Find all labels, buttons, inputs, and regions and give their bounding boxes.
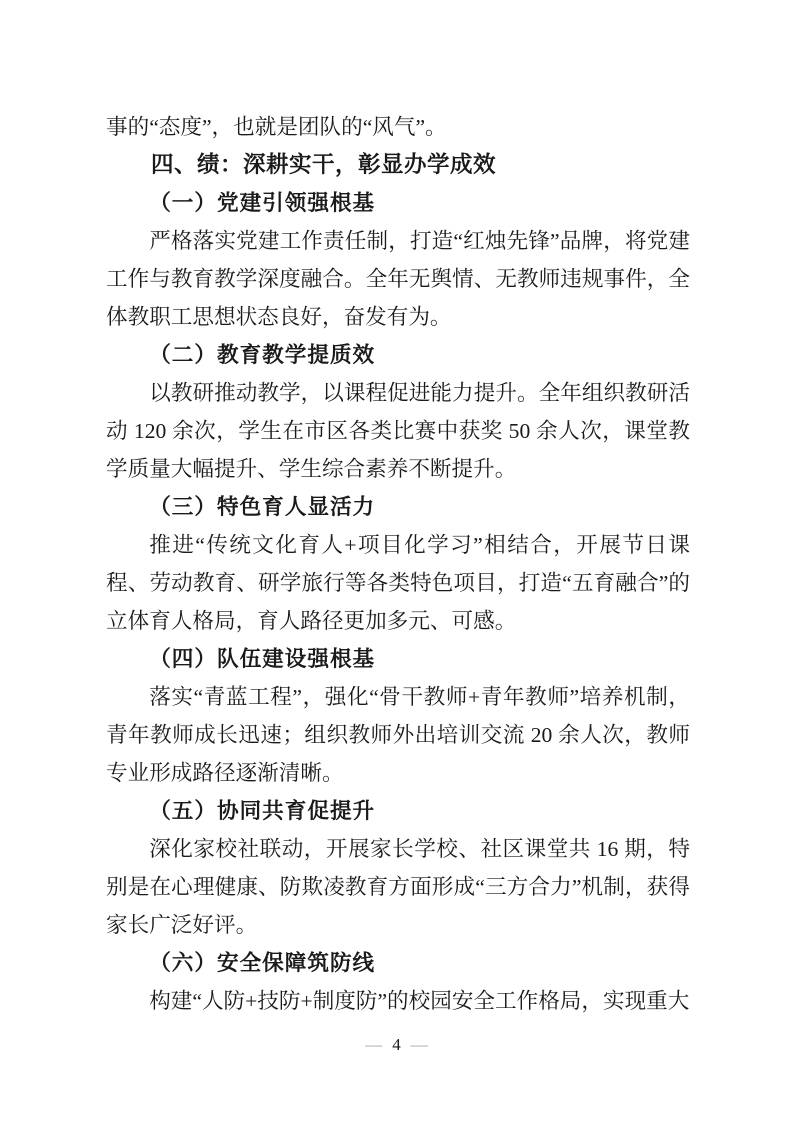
page-footer	[0, 1034, 793, 1056]
subsection-heading-3: （三）特色育人显活力	[149, 495, 376, 519]
subsection-heading-1: （一）党建引领强根基	[149, 191, 376, 215]
subsection-heading-5: （五）协同共育促提升	[149, 799, 376, 823]
subsection-heading-4: （四）队伍建设强根基	[149, 647, 376, 671]
subsection-heading-2: （二）教育教学提质效	[149, 343, 376, 367]
footer-right-dash: —	[410, 1035, 428, 1054]
body-paragraph-3: 推进“传统文化育人+项目化学习”相结合，开展节日课程、劳动教育、研学旅行等各类特色项目，打造“五育融合”的立体育人格局，育人路径更加多元、可感。	[106, 533, 690, 633]
body-paragraph-4: 落实“青蓝工程”，强化“骨干教师+青年教师”培养机制，青年教师成长迅速；组织教师外出培训交流 20 余人次，教师专业形成路径逐渐清晰。	[106, 685, 690, 785]
body-paragraph-1: 严格落实党建工作责任制，打造“红烛先锋”品牌，将党建工作与教育教学深度融合。全年无舆情、无教师违规事件，全体教职工思想状态良好，奋发有为。	[106, 229, 690, 329]
section-heading: 四、绩：深耕实干，彰显办学成效	[151, 152, 497, 177]
page-number: 4	[392, 1035, 401, 1054]
continuation-paragraph: 事的“态度”，也就是团队的“风气”。	[106, 115, 447, 139]
document-body	[106, 108, 690, 1020]
body-paragraph-2: 以教研推动教学，以课程促进能力提升。全年组织教研活动 120 余次，学生在市区各类比赛中获奖 50 余人次，课堂教学质量大幅提升、学生综合素养不断提升。	[106, 381, 690, 481]
body-paragraph-5: 深化家校社联动，开展家长学校、社区课堂共 16 期，特别是在心理健康、防欺凌教育方面形成“三方合力”机制，获得家长广泛好评。	[106, 837, 690, 937]
body-paragraph-6: 构建“人防+技防+制度防”的校园安全工作格局，实现重大	[149, 989, 690, 1013]
footer-left-dash: —	[365, 1035, 383, 1054]
subsection-heading-6: （六）安全保障筑防线	[149, 951, 376, 975]
